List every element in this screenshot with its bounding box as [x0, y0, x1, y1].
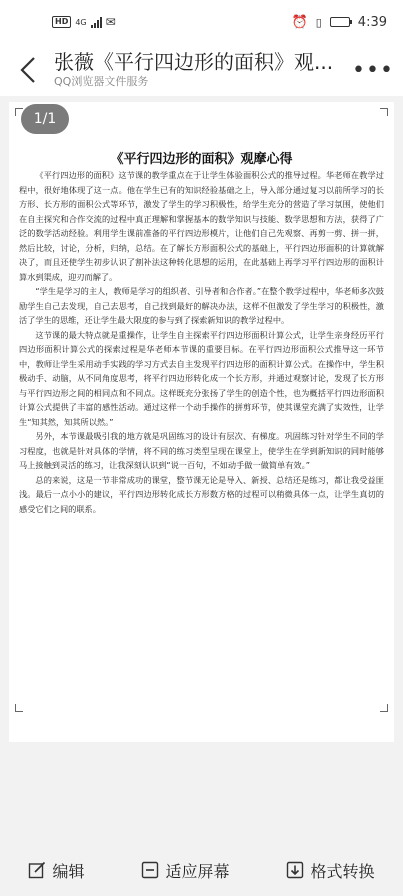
signal-icon — [91, 16, 102, 28]
title-bar — [0, 44, 403, 96]
document-body — [19, 168, 384, 516]
format-convert-button[interactable] — [286, 859, 374, 882]
vibrate-icon: ▯ — [315, 15, 322, 29]
paragraph: 这节课的最大特点就是重操作，让学生自主探索平行四边形面积计算公式，让学生亲身经历平行四边形面积计算公式的探索过程是华老师本节课的重要目标。在平行四边形面积公式推导这一环节中，教师让学生采用动手实践的学习方式去自主发现平行四边形的面积计算公式。在操作中，学生积极动手、动脑，从不同角度思考，将平行四边形转化成一个长方形，并通过观察讨论，发现了长方形与平行四边形之间的相同点和不同点。这样既充分张扬了学生的创造个性，也为概括平行四边形面积计算公式提供了丰富的感性活动。通过这样一个动手操作的拼剪环节，使其课堂充满了实效性，让学生“知其然，知其所以然。” — [19, 329, 384, 427]
paragraph: 另外，本节课最吸引我的地方就是巩固练习的设计有层次、有梯度。巩固练习针对学生不同的学习程度，也就是针对具体的学情，将不同的练习类型呈现在课堂上，使学生在学到新知识的同时能够马上接触到灵活的练习，让我深刻认识到“说一百句，不如动手做一做简单有效。” — [19, 431, 384, 470]
document-page[interactable] — [9, 102, 394, 742]
crop-mark-bottom-left — [15, 704, 23, 712]
more-horizontal-icon[interactable]: ••• — [352, 57, 394, 83]
document-viewer[interactable] — [0, 96, 403, 748]
page-indicator: 1/1 — [21, 104, 69, 134]
paragraph: 《平行四边形的面积》这节课的教学重点在于让学生体验面积公式的推导过程。华老师在教学过程中，很好地体现了这一点。他在学生已有的知识经验基础之上，导入部分通过复习以前所学习的长方形、长方形的面积公式等环节，激发了学生的学习积极性，给学生充分的营造了学习氛围，使他们在自主探究和合作交流的过程中真正理解和掌握基本的数学知识与技能、数学思想和方法，获得了广泛的数学活动经验。利用学生课前准备的平行四边形模片，让他们自己先观察、再剪一剪、拼一拼，然后比较，讨论，分析，归纳，总结。在了解长方形面积公式的基础上，平行四边形面积的计算就解决了，而且还使学生初步认识了割补法这种转化思想的运用，在此基础上再学习平行四边形的面积计算水到渠成，迎刃而解了。 — [19, 170, 384, 282]
alarm-icon: ⏰ — [291, 14, 308, 30]
status-left — [52, 15, 116, 29]
edit-button[interactable] — [28, 859, 84, 882]
download-icon — [286, 861, 304, 879]
crop-mark-top-right — [380, 108, 388, 116]
hd-badge: HD — [52, 16, 71, 28]
status-right — [292, 15, 387, 30]
edit-icon — [28, 861, 46, 879]
notification-icon: ✉ — [105, 15, 116, 29]
battery-icon — [330, 17, 350, 27]
toolbar — [0, 848, 403, 892]
network-label: 4G — [75, 17, 87, 27]
format-convert-label: 格式转换 — [310, 861, 375, 881]
status-bar — [0, 0, 403, 44]
document-title: 《平行四边形的面积》观摩心得 — [110, 152, 293, 167]
bottom-bar — [0, 748, 403, 896]
back-icon[interactable] — [12, 50, 44, 90]
page-subtitle: QQ浏览器文件服务 — [54, 75, 149, 88]
paragraph: “学生是学习的主人，教师是学习的组织者、引导者和合作者。”在整个教学过程中，华老师多次鼓励学生自己去发现，自己去思考，自己找到最好的解决办法，这样不但激发了学生学习的积极性，激活了学生的思维，还让学生最大限度的参与到了探索新知识的教学过程中。 — [19, 286, 384, 325]
paragraph: 总的来说，这是一节非常成功的课堂，整节课无论是导入、新授、总结还是练习，都让我受益匪浅。最后一点小小的建议，平行四边形转化成长方形数方格的过程可以稍微具体一点，让学生真切的感受它们之间的联系。 — [19, 474, 384, 514]
edit-label: 编辑 — [52, 861, 85, 881]
page-title: 张薇《平行四边形的面积》观... — [54, 50, 334, 74]
status-time: 4:39 — [357, 14, 387, 30]
fit-screen-icon — [141, 861, 159, 879]
crop-mark-bottom-right — [380, 704, 388, 712]
fit-screen-button[interactable] — [141, 859, 229, 882]
fit-screen-label: 适应屏幕 — [165, 861, 230, 881]
title-wrap — [54, 50, 353, 90]
